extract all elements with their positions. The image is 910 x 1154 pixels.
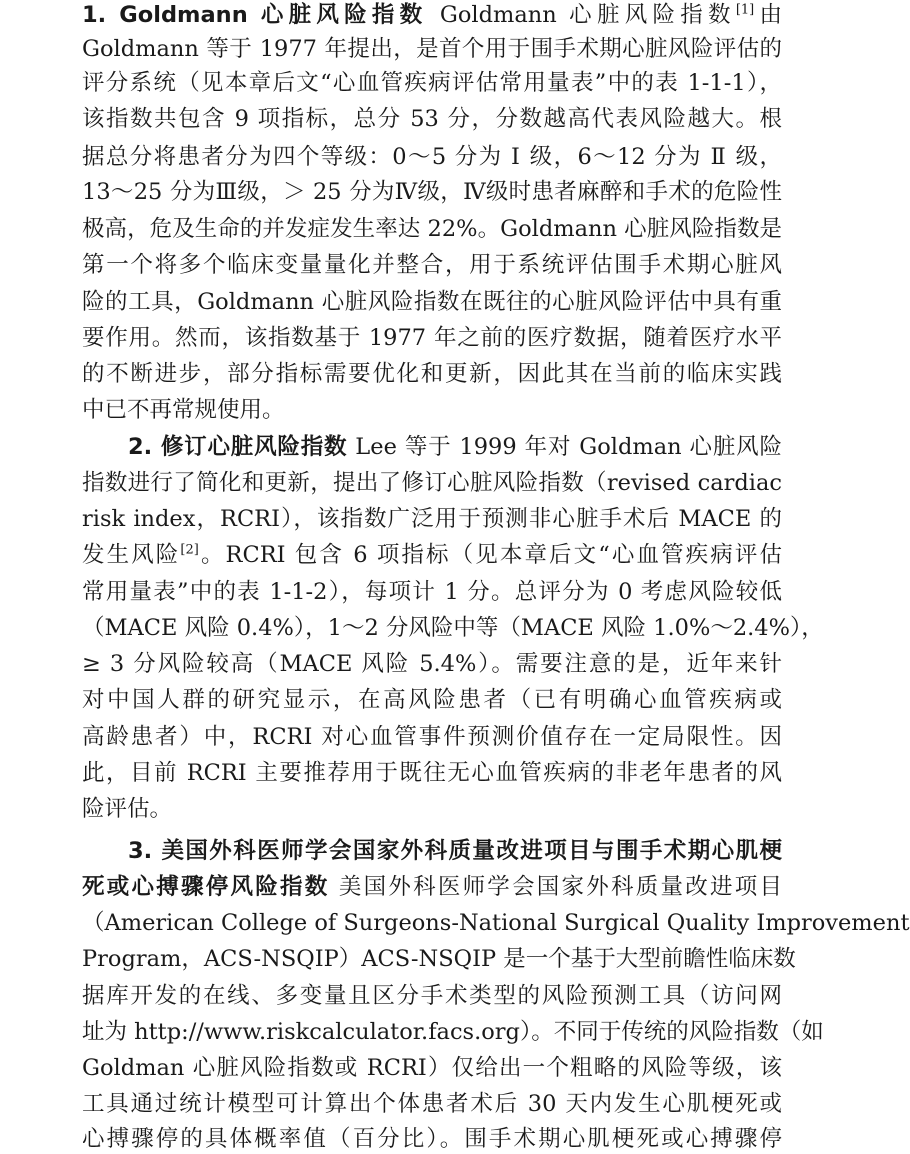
paragraph-line: 险评估。 xyxy=(82,796,173,822)
paragraph-line: 心搏骤停的具体概率值（百分比）。围手术期心肌梗死或心搏骤停 xyxy=(82,1126,782,1152)
paragraph-line: 常用量表”中的表 1-1-2），每项计 1 分。总评分为 0 考虑风险较低 xyxy=(82,579,782,605)
paragraph-line: 评分系统（见本章后文“心血管疾病评估常用量表”中的表 1-1-1）， xyxy=(82,70,782,96)
paragraph-line: 1. Goldmann 心脏风险指数 Goldmann 心脏风险指数[1]由 xyxy=(82,2,783,28)
paragraph-line: 第一个将多个临床变量量化并整合，用于系统评估围手术期心脏风 xyxy=(82,252,782,278)
paragraph-line: 13～25 分为Ⅲ级，＞ 25 分为Ⅳ级，Ⅳ级时患者麻醉和手术的危险性 xyxy=(82,179,782,205)
citation-ref: [1] xyxy=(735,2,755,18)
paragraph-line: 对中国人群的研究显示，在高风险患者（已有明确心血管疾病或 xyxy=(82,687,782,713)
section-heading-3-cont: 死或心搏骤停风险指数 xyxy=(82,874,330,900)
paragraph-line: Program，ACS-NSQIP）ACS-NSQIP 是一个基于大型前瞻性临床数 xyxy=(82,946,796,972)
paragraph-line: 发生风险[2]。RCRI 包含 6 项指标（见本章后文“心血管疾病评估 xyxy=(82,542,782,568)
paragraph-line: Goldman 心脏风险指数或 RCRI）仅给出一个粗略的风险等级，该 xyxy=(82,1055,782,1081)
paragraph-line: 工具通过统计模型可计算出个体患者术后 30 天内发生心肌梗死或 xyxy=(82,1091,782,1117)
paragraph-line: risk index，RCRI），该指数广泛用于预测非心脏手术后 MACE 的 xyxy=(82,506,782,532)
paragraph-line: 2. 修订心脏风险指数 Lee 等于 1999 年对 Goldman 心脏风险 xyxy=(128,434,782,460)
paragraph-line: 险的工具，Goldmann 心脏风险指数在既往的心脏风险评估中具有重 xyxy=(82,289,782,315)
section-heading-3: 3. 美国外科医师学会国家外科质量改进项目与围手术期心肌梗 xyxy=(128,838,782,864)
paragraph-line: 要作用。然而，该指数基于 1977 年之前的医疗数据，随着医疗水平 xyxy=(82,325,782,351)
section-heading-1: 1. Goldmann 心脏风险指数 xyxy=(82,2,428,28)
paragraph-line: 该指数共包含 9 项指标，总分 53 分，分数越高代表风险越大。根 xyxy=(82,106,782,132)
section-heading-2: 2. 修订心脏风险指数 xyxy=(128,434,348,460)
paragraph-line: 址为 http://www.riskcalculator.facs.org）。不同于传统的风险指数（如 xyxy=(82,1019,824,1045)
paragraph-line: 的不断进步，部分指标需要优化和更新，因此其在当前的临床实践 xyxy=(82,361,782,387)
paragraph-line: 死或心搏骤停风险指数 美国外科医师学会国家外科质量改进项目 xyxy=(82,874,782,900)
paragraph-line: 此，目前 RCRI 主要推荐用于既往无心血管疾病的非老年患者的风 xyxy=(82,760,782,786)
paragraph-line: 高龄患者）中，RCRI 对心血管事件预测价值存在一定局限性。因 xyxy=(82,724,782,750)
paragraph-line: 据库开发的在线、多变量且区分手术类型的风险预测工具（访问网 xyxy=(82,983,782,1009)
paragraph-line: Goldmann 等于 1977 年提出，是首个用于围手术期心脏风险评估的 xyxy=(82,36,782,62)
citation-ref: [2] xyxy=(180,542,199,558)
paragraph-line: 指数进行了简化和更新，提出了修订心脏风险指数（revised cardiac xyxy=(82,470,782,496)
paragraph-line: 据总分将患者分为四个等级：0～5 分为 Ⅰ 级，6～12 分为 Ⅱ 级， xyxy=(82,144,782,170)
paragraph-line: （American College of Surgeons-National Surgical Quality Improvement xyxy=(82,910,910,936)
paragraph-line: 中已不再常规使用。 xyxy=(82,397,285,423)
paragraph-line xyxy=(128,836,782,866)
paragraph-line: ≥ 3 分风险较高（MACE 风险 5.4%）。需要注意的是，近年来针 xyxy=(82,651,782,677)
paragraph-line: 极高，危及生命的并发症发生率达 22%。Goldmann 心脏风险指数是 xyxy=(82,216,782,242)
paragraph-line: （MACE 风险 0.4%），1～2 分风险中等（MACE 风险 1.0%～2.4%）， xyxy=(82,615,824,641)
